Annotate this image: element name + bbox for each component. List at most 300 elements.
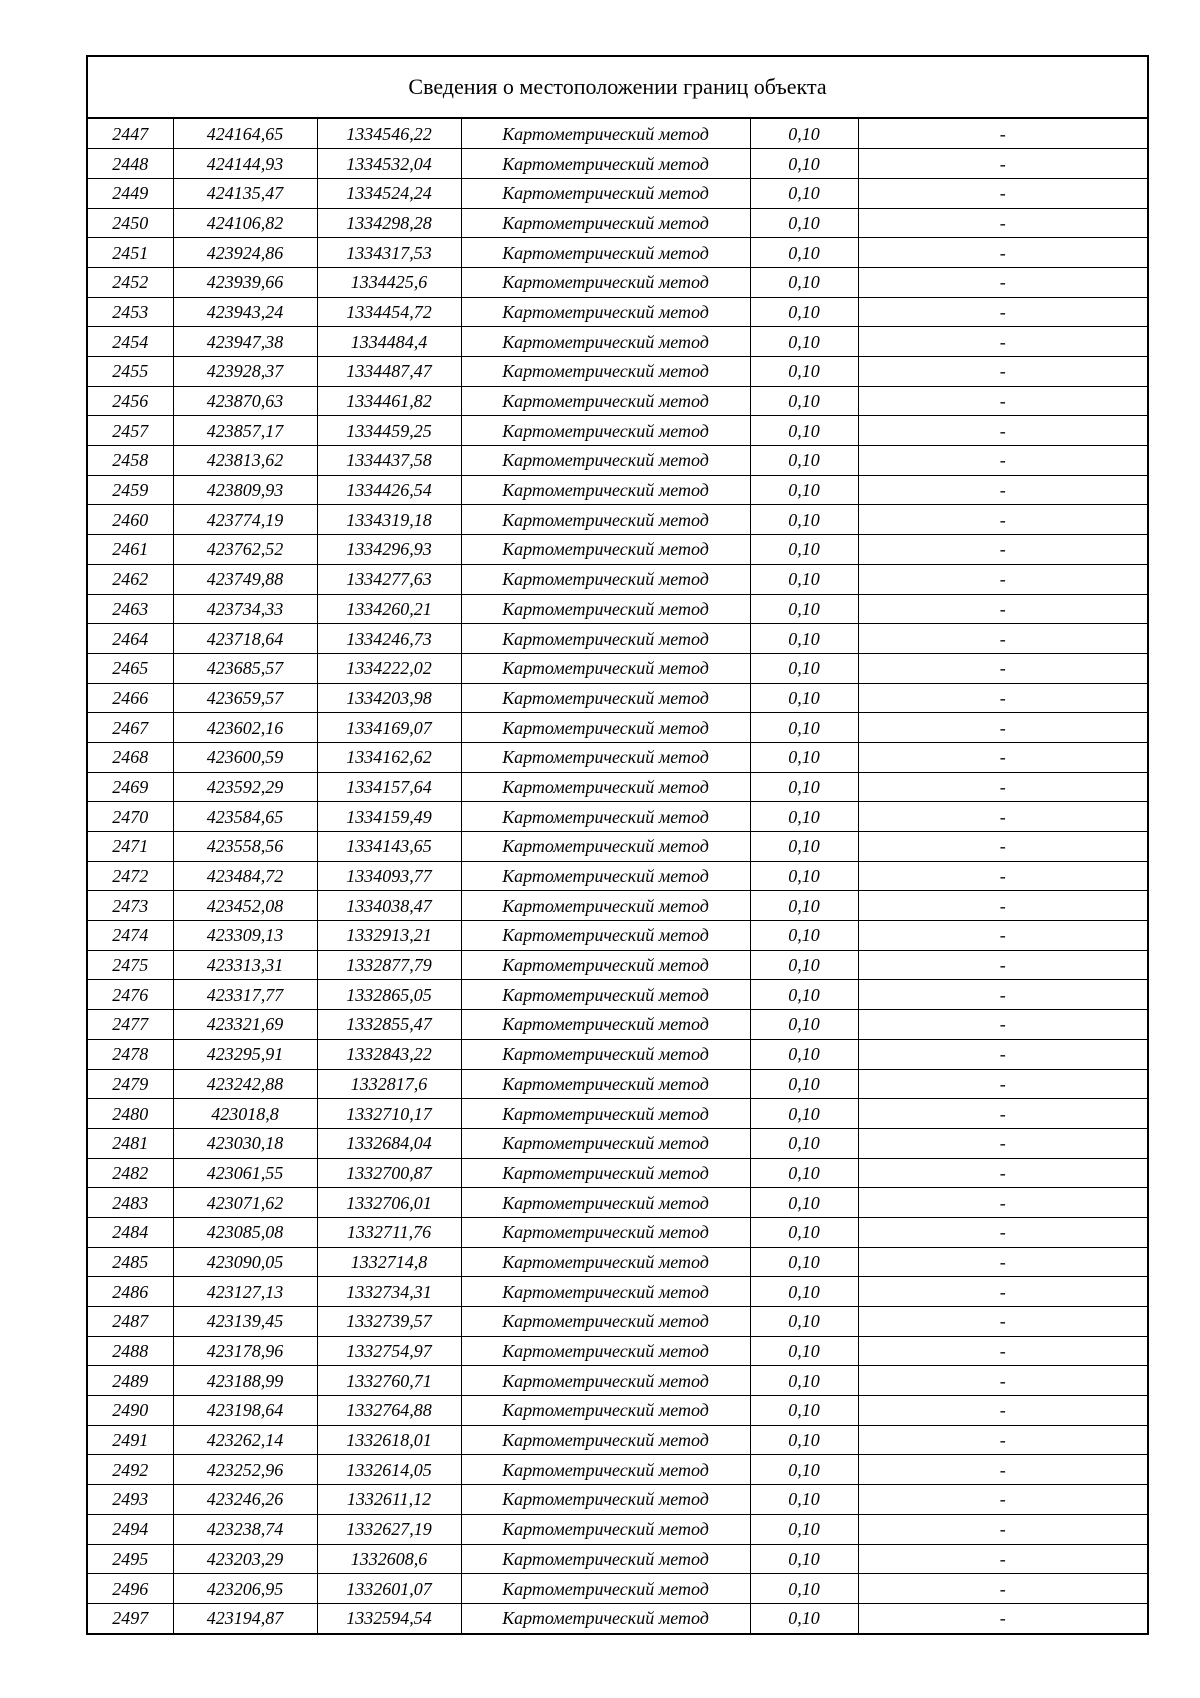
table-row [88, 1069, 1147, 1099]
table-row [88, 683, 1147, 713]
method-cell: Картометрический метод [461, 535, 750, 565]
point-number-cell: 2492 [88, 1455, 173, 1485]
point-number-cell: 2467 [88, 713, 173, 743]
accuracy-cell: 0,10 [750, 891, 858, 921]
method-cell: Картометрический метод [461, 267, 750, 297]
description-cell: - [858, 119, 1147, 149]
x-coordinate-cell: 423309,13 [173, 921, 317, 951]
accuracy-cell: 0,10 [750, 475, 858, 505]
point-number-cell: 2468 [88, 742, 173, 772]
accuracy-cell: 0,10 [750, 1336, 858, 1366]
method-cell: Картометрический метод [461, 357, 750, 387]
accuracy-cell: 0,10 [750, 357, 858, 387]
description-cell: - [858, 149, 1147, 179]
description-cell: - [858, 1514, 1147, 1544]
description-cell: - [858, 594, 1147, 624]
point-number-cell: 2450 [88, 208, 173, 238]
y-coordinate-cell: 1332614,05 [317, 1455, 461, 1485]
point-number-cell: 2461 [88, 535, 173, 565]
description-cell: - [858, 1247, 1147, 1277]
description-cell: - [858, 564, 1147, 594]
description-cell: - [858, 891, 1147, 921]
method-cell: Картометрический метод [461, 1217, 750, 1247]
y-coordinate-cell: 1332817,6 [317, 1069, 461, 1099]
table-row [88, 742, 1147, 772]
y-coordinate-cell: 1334532,04 [317, 149, 461, 179]
description-cell: - [858, 1217, 1147, 1247]
accuracy-cell: 0,10 [750, 1485, 858, 1515]
accuracy-cell: 0,10 [750, 980, 858, 1010]
accuracy-cell: 0,10 [750, 535, 858, 565]
method-cell: Картометрический метод [461, 1574, 750, 1604]
table-row [88, 178, 1147, 208]
x-coordinate-cell: 423127,13 [173, 1277, 317, 1307]
table-row [88, 594, 1147, 624]
point-number-cell: 2447 [88, 119, 173, 149]
table-row [88, 416, 1147, 446]
method-cell: Картометрический метод [461, 1396, 750, 1426]
method-cell: Картометрический метод [461, 1544, 750, 1574]
accuracy-cell: 0,10 [750, 594, 858, 624]
x-coordinate-cell: 423484,72 [173, 861, 317, 891]
method-cell: Картометрический метод [461, 327, 750, 357]
accuracy-cell: 0,10 [750, 1128, 858, 1158]
accuracy-cell: 0,10 [750, 564, 858, 594]
y-coordinate-cell: 1334157,64 [317, 772, 461, 802]
method-cell: Картометрический метод [461, 208, 750, 238]
point-number-cell: 2488 [88, 1336, 173, 1366]
point-number-cell: 2466 [88, 683, 173, 713]
method-cell: Картометрический метод [461, 802, 750, 832]
method-cell: Картометрический метод [461, 1307, 750, 1337]
x-coordinate-cell: 423685,57 [173, 653, 317, 683]
point-number-cell: 2473 [88, 891, 173, 921]
y-coordinate-cell: 1334093,77 [317, 861, 461, 891]
y-coordinate-cell: 1332601,07 [317, 1574, 461, 1604]
accuracy-cell: 0,10 [750, 1603, 858, 1633]
method-cell: Картометрический метод [461, 891, 750, 921]
coordinates-table [88, 119, 1147, 1633]
description-cell: - [858, 475, 1147, 505]
x-coordinate-cell: 423813,62 [173, 446, 317, 476]
table-row [88, 624, 1147, 654]
method-cell: Картометрический метод [461, 1247, 750, 1277]
accuracy-cell: 0,10 [750, 1099, 858, 1129]
point-number-cell: 2449 [88, 178, 173, 208]
accuracy-cell: 0,10 [750, 1366, 858, 1396]
point-number-cell: 2459 [88, 475, 173, 505]
x-coordinate-cell: 423584,65 [173, 802, 317, 832]
x-coordinate-cell: 423602,16 [173, 713, 317, 743]
x-coordinate-cell: 423194,87 [173, 1603, 317, 1633]
point-number-cell: 2482 [88, 1158, 173, 1188]
x-coordinate-cell: 423809,93 [173, 475, 317, 505]
point-number-cell: 2465 [88, 653, 173, 683]
x-coordinate-cell: 423762,52 [173, 535, 317, 565]
y-coordinate-cell: 1334546,22 [317, 119, 461, 149]
x-coordinate-cell: 423262,14 [173, 1425, 317, 1455]
description-cell: - [858, 1158, 1147, 1188]
x-coordinate-cell: 423659,57 [173, 683, 317, 713]
y-coordinate-cell: 1334484,4 [317, 327, 461, 357]
point-number-cell: 2464 [88, 624, 173, 654]
accuracy-cell: 0,10 [750, 1039, 858, 1069]
x-coordinate-cell: 423749,88 [173, 564, 317, 594]
description-cell: - [858, 1455, 1147, 1485]
table-row [88, 1366, 1147, 1396]
y-coordinate-cell: 1334425,6 [317, 267, 461, 297]
point-number-cell: 2487 [88, 1307, 173, 1337]
method-cell: Картометрический метод [461, 446, 750, 476]
table-row [88, 980, 1147, 1010]
table-row [88, 1574, 1147, 1604]
x-coordinate-cell: 424135,47 [173, 178, 317, 208]
x-coordinate-cell: 423295,91 [173, 1039, 317, 1069]
point-number-cell: 2475 [88, 950, 173, 980]
description-cell: - [858, 178, 1147, 208]
table-row [88, 297, 1147, 327]
description-cell: - [858, 535, 1147, 565]
table-row [88, 772, 1147, 802]
point-number-cell: 2477 [88, 1010, 173, 1040]
point-number-cell: 2469 [88, 772, 173, 802]
method-cell: Картометрический метод [461, 238, 750, 268]
point-number-cell: 2490 [88, 1396, 173, 1426]
y-coordinate-cell: 1334454,72 [317, 297, 461, 327]
description-cell: - [858, 950, 1147, 980]
y-coordinate-cell: 1334487,47 [317, 357, 461, 387]
accuracy-cell: 0,10 [750, 713, 858, 743]
description-cell: - [858, 208, 1147, 238]
accuracy-cell: 0,10 [750, 921, 858, 951]
accuracy-cell: 0,10 [750, 1455, 858, 1485]
x-coordinate-cell: 423090,05 [173, 1247, 317, 1277]
table-row [88, 119, 1147, 149]
point-number-cell: 2460 [88, 505, 173, 535]
accuracy-cell: 0,10 [750, 950, 858, 980]
boundary-table-sheet [86, 55, 1149, 1635]
x-coordinate-cell: 423188,99 [173, 1366, 317, 1396]
description-cell: - [858, 386, 1147, 416]
description-cell: - [858, 267, 1147, 297]
accuracy-cell: 0,10 [750, 208, 858, 238]
accuracy-cell: 0,10 [750, 1010, 858, 1040]
point-number-cell: 2496 [88, 1574, 173, 1604]
description-cell: - [858, 921, 1147, 951]
description-cell: - [858, 446, 1147, 476]
y-coordinate-cell: 1334437,58 [317, 446, 461, 476]
y-coordinate-cell: 1334260,21 [317, 594, 461, 624]
method-cell: Картометрический метод [461, 386, 750, 416]
x-coordinate-cell: 423317,77 [173, 980, 317, 1010]
point-number-cell: 2456 [88, 386, 173, 416]
table-row [88, 1099, 1147, 1129]
table-row [88, 238, 1147, 268]
point-number-cell: 2495 [88, 1544, 173, 1574]
method-cell: Картометрический метод [461, 1336, 750, 1366]
accuracy-cell: 0,10 [750, 683, 858, 713]
table-row [88, 1247, 1147, 1277]
method-cell: Картометрический метод [461, 1128, 750, 1158]
accuracy-cell: 0,10 [750, 1247, 858, 1277]
description-cell: - [858, 1069, 1147, 1099]
y-coordinate-cell: 1334459,25 [317, 416, 461, 446]
point-number-cell: 2455 [88, 357, 173, 387]
description-cell: - [858, 624, 1147, 654]
method-cell: Картометрический метод [461, 624, 750, 654]
x-coordinate-cell: 423313,31 [173, 950, 317, 980]
x-coordinate-cell: 423238,74 [173, 1514, 317, 1544]
x-coordinate-cell: 423870,63 [173, 386, 317, 416]
point-number-cell: 2474 [88, 921, 173, 951]
description-cell: - [858, 980, 1147, 1010]
x-coordinate-cell: 423061,55 [173, 1158, 317, 1188]
method-cell: Картометрический метод [461, 772, 750, 802]
table-row [88, 1514, 1147, 1544]
point-number-cell: 2451 [88, 238, 173, 268]
table-row [88, 1277, 1147, 1307]
y-coordinate-cell: 1332684,04 [317, 1128, 461, 1158]
description-cell: - [858, 1099, 1147, 1129]
y-coordinate-cell: 1334222,02 [317, 653, 461, 683]
point-number-cell: 2484 [88, 1217, 173, 1247]
table-row [88, 653, 1147, 683]
table-row [88, 891, 1147, 921]
x-coordinate-cell: 423857,17 [173, 416, 317, 446]
x-coordinate-cell: 423198,64 [173, 1396, 317, 1426]
y-coordinate-cell: 1332734,31 [317, 1277, 461, 1307]
y-coordinate-cell: 1332710,17 [317, 1099, 461, 1129]
x-coordinate-cell: 423734,33 [173, 594, 317, 624]
description-cell: - [999, 1608, 1006, 1629]
table-row [88, 1455, 1147, 1485]
table-row [88, 802, 1147, 832]
table-row [88, 832, 1147, 862]
accuracy-cell: 0,10 [750, 1217, 858, 1247]
method-cell: Картометрический метод [461, 713, 750, 743]
description-cell: - [858, 1188, 1147, 1218]
x-coordinate-cell: 423943,24 [173, 297, 317, 327]
x-coordinate-cell: 423206,95 [173, 1574, 317, 1604]
x-coordinate-cell: 423592,29 [173, 772, 317, 802]
y-coordinate-cell: 1332608,6 [317, 1544, 461, 1574]
y-coordinate-cell: 1332611,12 [317, 1485, 461, 1515]
y-coordinate-cell: 1332700,87 [317, 1158, 461, 1188]
y-coordinate-cell: 1332714,8 [317, 1247, 461, 1277]
x-coordinate-cell: 423030,18 [173, 1128, 317, 1158]
y-coordinate-cell: 1334319,18 [317, 505, 461, 535]
y-coordinate-cell: 1334159,49 [317, 802, 461, 832]
point-number-cell: 2483 [88, 1188, 173, 1218]
x-coordinate-cell: 423924,86 [173, 238, 317, 268]
description-cell: - [858, 861, 1147, 891]
method-cell: Картометрический метод [461, 1277, 750, 1307]
y-coordinate-cell: 1332627,19 [317, 1514, 461, 1544]
table-row [88, 475, 1147, 505]
accuracy-cell: 0,10 [750, 1425, 858, 1455]
method-cell: Картометрический метод [461, 832, 750, 862]
table-row [88, 713, 1147, 743]
description-cell: - [858, 1010, 1147, 1040]
accuracy-cell: 0,10 [750, 386, 858, 416]
point-number-cell: 2478 [88, 1039, 173, 1069]
description-cell: - [858, 653, 1147, 683]
method-cell: Картометрический метод [461, 980, 750, 1010]
method-cell: Картометрический метод [461, 149, 750, 179]
method-cell: Картометрический метод [461, 921, 750, 951]
method-cell: Картометрический метод [461, 564, 750, 594]
table-row [88, 1307, 1147, 1337]
x-coordinate-cell: 423071,62 [173, 1188, 317, 1218]
point-number-cell: 2462 [88, 564, 173, 594]
accuracy-cell: 0,10 [750, 446, 858, 476]
method-cell: Картометрический метод [461, 1188, 750, 1218]
description-cell: - [858, 1396, 1147, 1426]
method-cell: Картометрический метод [461, 178, 750, 208]
table-row [88, 1158, 1147, 1188]
description-cell: - [858, 832, 1147, 862]
point-number-cell: 2486 [88, 1277, 173, 1307]
table-row [88, 950, 1147, 980]
method-cell: Картометрический метод [461, 505, 750, 535]
point-number-cell: 2453 [88, 297, 173, 327]
table-row [88, 1544, 1147, 1574]
description-cell: - [858, 1485, 1147, 1515]
y-coordinate-cell: 1332706,01 [317, 1188, 461, 1218]
table-row [88, 1188, 1147, 1218]
description-cell: - [858, 1544, 1147, 1574]
accuracy-cell: 0,10 [750, 119, 858, 149]
x-coordinate-cell: 423321,69 [173, 1010, 317, 1040]
y-coordinate-cell: 1334461,82 [317, 386, 461, 416]
accuracy-cell: 0,10 [750, 1277, 858, 1307]
y-coordinate-cell: 1332739,57 [317, 1307, 461, 1337]
accuracy-cell: 0,10 [750, 1307, 858, 1337]
description-cell: - [858, 802, 1147, 832]
method-cell: Картометрический метод [461, 1603, 750, 1633]
description-cell: - [858, 742, 1147, 772]
accuracy-cell: 0,10 [750, 1514, 858, 1544]
table-row [88, 1217, 1147, 1247]
description-cell: - [858, 1366, 1147, 1396]
method-cell: Картометрический метод [461, 1455, 750, 1485]
table-row [88, 357, 1147, 387]
x-coordinate-cell: 424106,82 [173, 208, 317, 238]
point-number-cell: 2479 [88, 1069, 173, 1099]
table-row [88, 1128, 1147, 1158]
method-cell: Картометрический метод [461, 1069, 750, 1099]
table-row [88, 1603, 1147, 1633]
table-row [88, 446, 1147, 476]
point-number-cell: 2494 [88, 1514, 173, 1544]
x-coordinate-cell: 423246,26 [173, 1485, 317, 1515]
table-row [88, 1336, 1147, 1366]
x-coordinate-cell: 424144,93 [173, 149, 317, 179]
description-cell: - [858, 297, 1147, 327]
x-coordinate-cell: 423947,38 [173, 327, 317, 357]
method-cell: Картометрический метод [461, 1010, 750, 1040]
point-number-cell: 2457 [88, 416, 173, 446]
y-coordinate-cell: 1334277,63 [317, 564, 461, 594]
y-coordinate-cell: 1334038,47 [317, 891, 461, 921]
y-coordinate-cell: 1332877,79 [317, 950, 461, 980]
description-cell: - [858, 1277, 1147, 1307]
accuracy-cell: 0,10 [750, 1158, 858, 1188]
table-row [88, 327, 1147, 357]
table-row [88, 921, 1147, 951]
x-coordinate-cell: 423178,96 [173, 1336, 317, 1366]
method-cell: Картометрический метод [461, 1158, 750, 1188]
x-coordinate-cell: 423939,66 [173, 267, 317, 297]
description-cell: - [858, 357, 1147, 387]
table-row [88, 1485, 1147, 1515]
description-cell: - [858, 416, 1147, 446]
point-number-cell: 2454 [88, 327, 173, 357]
y-coordinate-cell: 1332754,97 [317, 1336, 461, 1366]
description-cell: - [858, 1128, 1147, 1158]
table-title: Сведения о местоположении границ объекта [88, 57, 1147, 119]
method-cell: Картометрический метод [461, 683, 750, 713]
accuracy-cell: 0,10 [750, 327, 858, 357]
description-cell: - [858, 1574, 1147, 1604]
y-coordinate-cell: 1332843,22 [317, 1039, 461, 1069]
x-coordinate-cell: 423085,08 [173, 1217, 317, 1247]
y-coordinate-cell: 1332764,88 [317, 1396, 461, 1426]
point-number-cell: 2472 [88, 861, 173, 891]
description-cell: - [858, 772, 1147, 802]
x-coordinate-cell: 423558,56 [173, 832, 317, 862]
table-row [88, 505, 1147, 535]
point-number-cell: 2480 [88, 1099, 173, 1129]
y-coordinate-cell: 1334143,65 [317, 832, 461, 862]
y-coordinate-cell: 1334317,53 [317, 238, 461, 268]
method-cell: Картометрический метод [461, 416, 750, 446]
accuracy-cell: 0,10 [750, 505, 858, 535]
description-cell: - [858, 1307, 1147, 1337]
y-coordinate-cell: 1334246,73 [317, 624, 461, 654]
y-coordinate-cell: 1332618,01 [317, 1425, 461, 1455]
x-coordinate-cell: 423139,45 [173, 1307, 317, 1337]
accuracy-cell: 0,10 [750, 267, 858, 297]
point-number-cell: 2471 [88, 832, 173, 862]
x-coordinate-cell: 423018,8 [173, 1099, 317, 1129]
point-number-cell: 2463 [88, 594, 173, 624]
y-coordinate-cell: 1332913,21 [317, 921, 461, 951]
accuracy-cell: 0,10 [750, 297, 858, 327]
point-number-cell: 2481 [88, 1128, 173, 1158]
method-cell: Картометрический метод [461, 653, 750, 683]
y-coordinate-cell: 1334296,93 [317, 535, 461, 565]
y-coordinate-cell: 1332594,54 [317, 1603, 461, 1633]
y-coordinate-cell: 1332865,05 [317, 980, 461, 1010]
accuracy-cell: 0,10 [750, 1544, 858, 1574]
accuracy-cell: 0,10 [750, 832, 858, 862]
y-coordinate-cell: 1334203,98 [317, 683, 461, 713]
table-row [88, 149, 1147, 179]
method-cell: Картометрический метод [461, 119, 750, 149]
y-coordinate-cell: 1334162,62 [317, 742, 461, 772]
point-number-cell: 2489 [88, 1366, 173, 1396]
x-coordinate-cell: 423242,88 [173, 1069, 317, 1099]
x-coordinate-cell: 423203,29 [173, 1544, 317, 1574]
x-coordinate-cell: 423452,08 [173, 891, 317, 921]
description-cell: - [858, 327, 1147, 357]
y-coordinate-cell: 1332760,71 [317, 1366, 461, 1396]
y-coordinate-cell: 1334298,28 [317, 208, 461, 238]
x-coordinate-cell: 424164,65 [173, 119, 317, 149]
method-cell: Картометрический метод [461, 861, 750, 891]
table-row [88, 535, 1147, 565]
